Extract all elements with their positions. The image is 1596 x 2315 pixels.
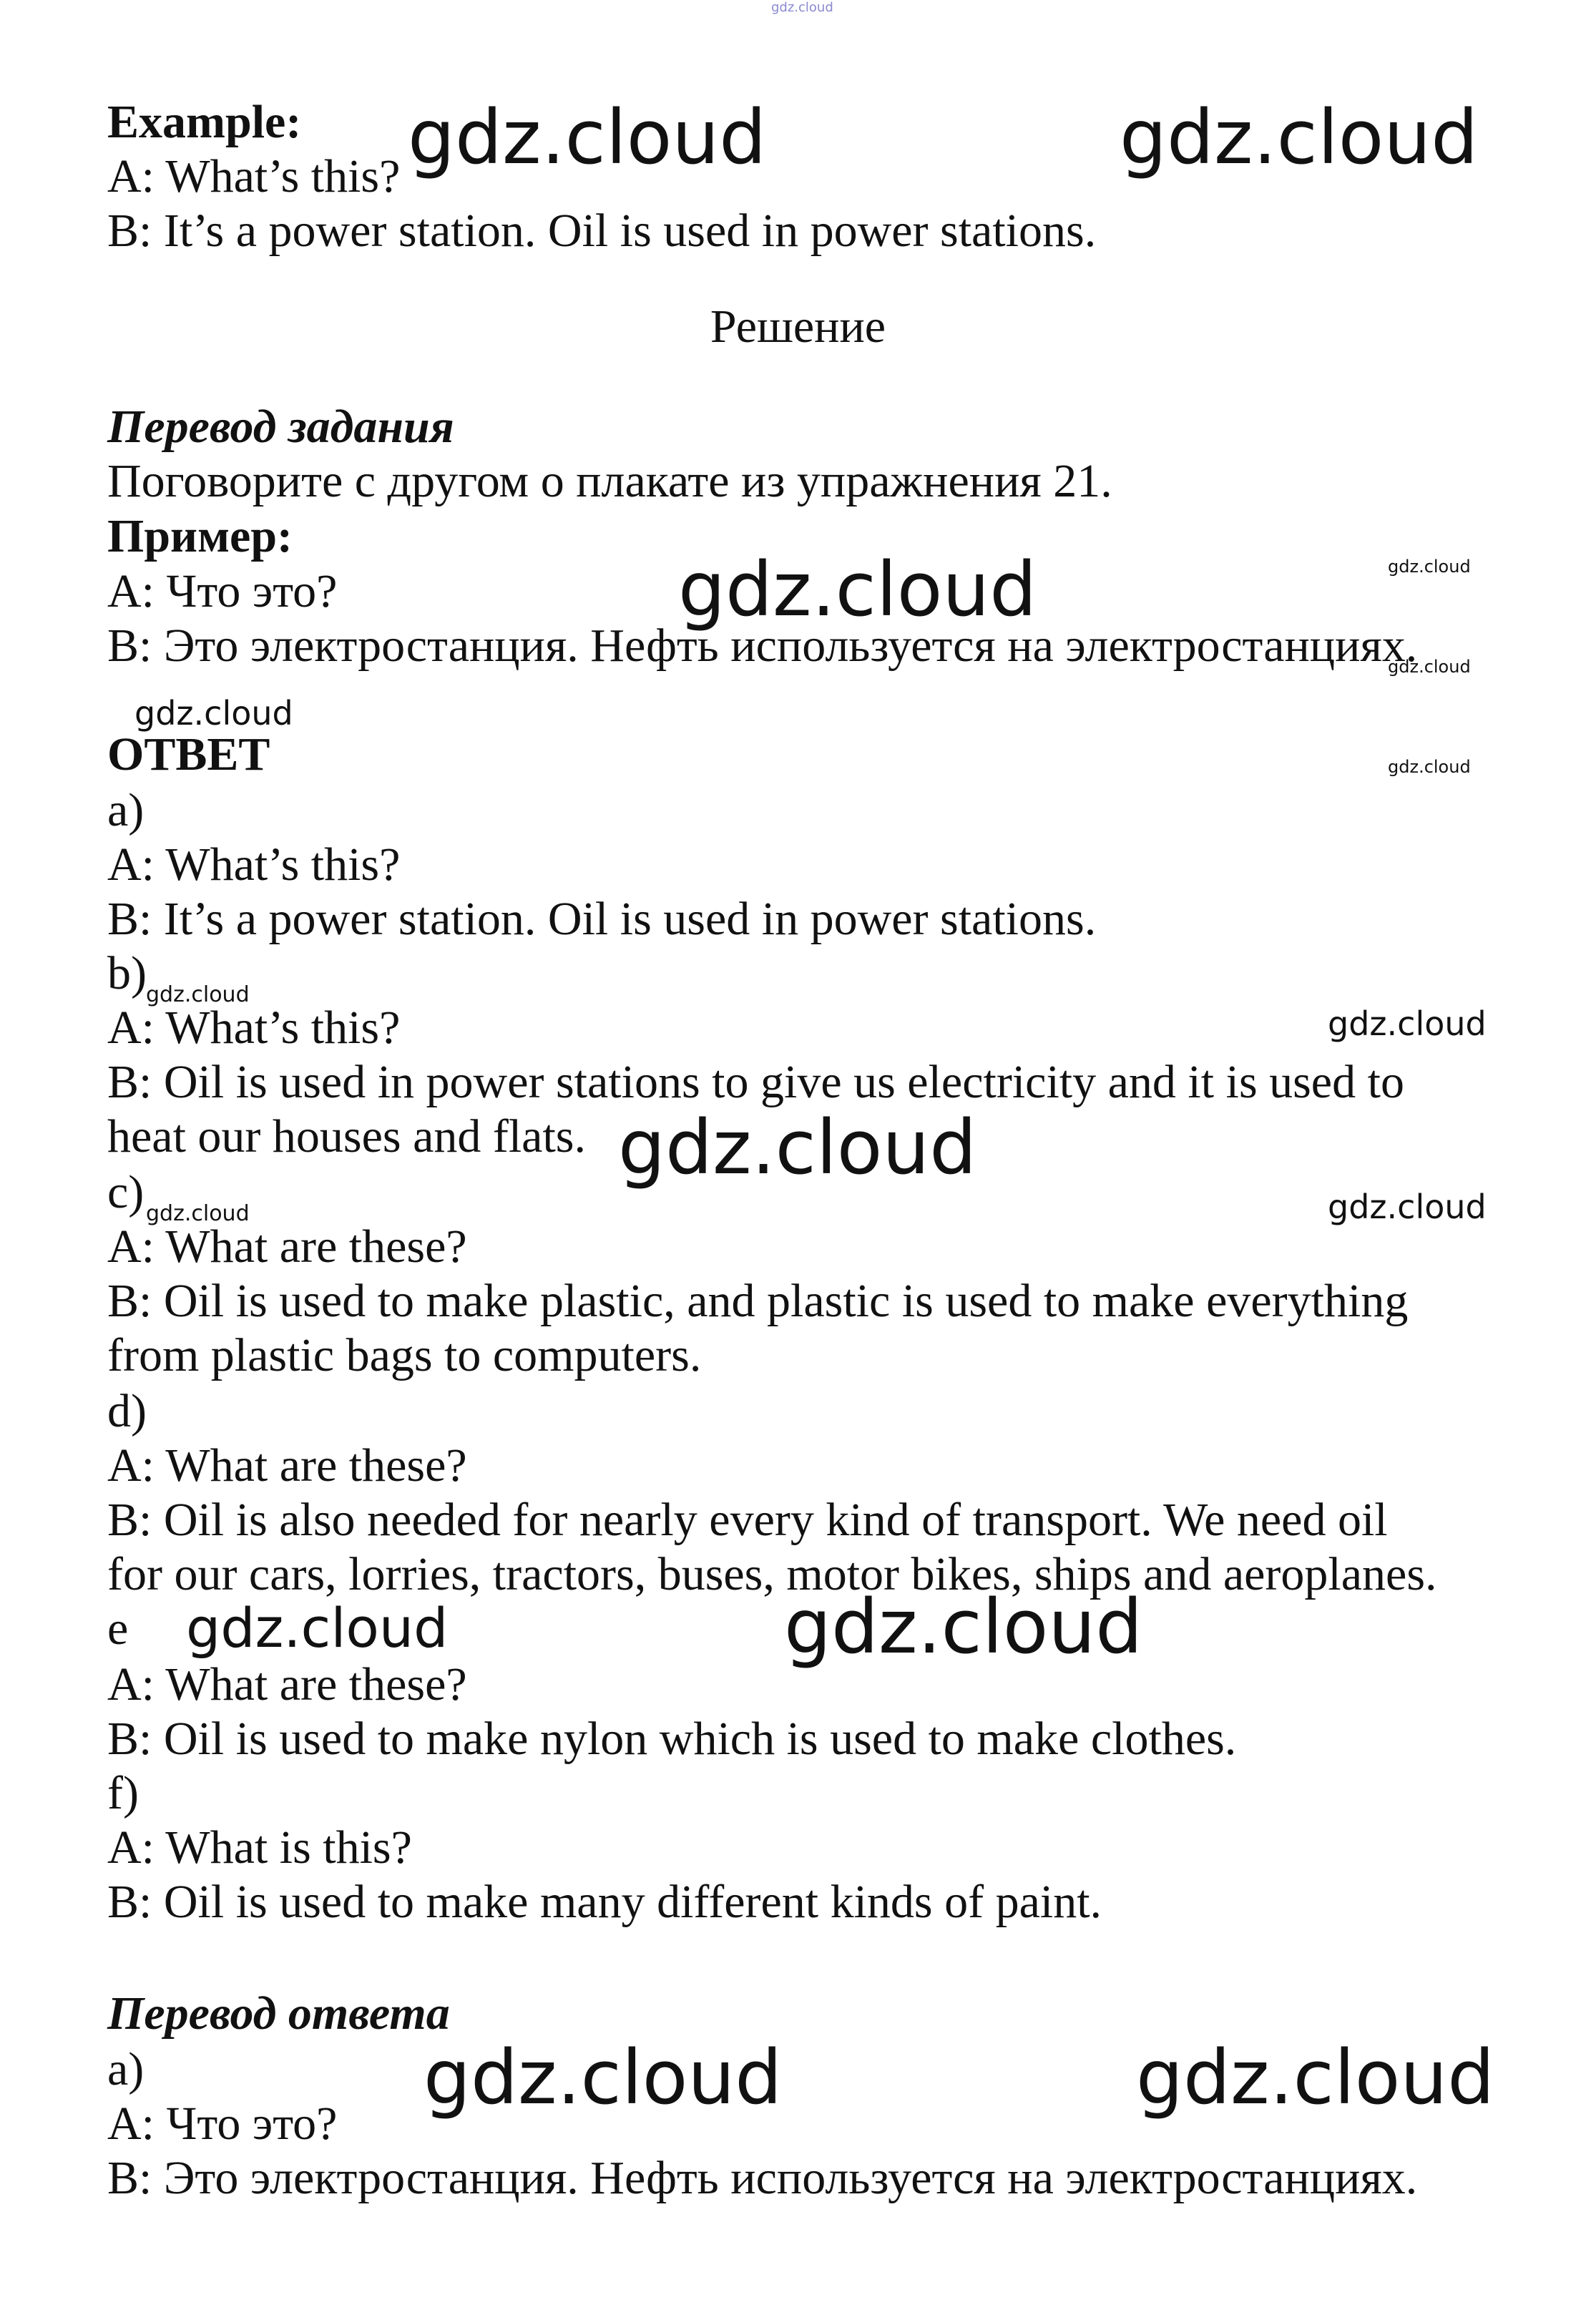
answer-line-b: B: Oil is also needed for nearly every kind of transport. We need oil: [107, 1494, 1388, 1546]
task-translation-instruction: Поговорите с другом о плакате из упражнения 21.: [107, 455, 1112, 507]
watermark: gdz.cloud: [618, 1104, 977, 1191]
answer-line-b: B: Oil is used to make plastic, and plastic is used to make everything: [107, 1275, 1409, 1327]
answer-line-a: A: What are these?: [107, 1220, 467, 1273]
watermark: gdz.cloud: [408, 94, 767, 181]
watermark: gdz.cloud: [1136, 2034, 1495, 2121]
answer-line-a: A: What are these?: [107, 1658, 467, 1710]
answer-line-a: A: What’s this?: [107, 1002, 401, 1054]
watermark: gdz.cloud: [186, 1596, 449, 1660]
answer-line-b: B: Oil is used in power stations to give us electricity and it is used to: [107, 1056, 1404, 1108]
answer-translation-line-b: В: Это электростанция. Нефть используется на электростанциях.: [107, 2152, 1418, 2204]
task-translation-line-b: В: Это электростанция. Нефть используется на электростанциях.: [107, 620, 1418, 672]
answer-line-b-cont: for our cars, lorries, tractors, buses, motor bikes, ships and aeroplanes.: [107, 1548, 1437, 1600]
answer-translation-letter: а): [107, 2043, 145, 2095]
watermark: gdz.cloud: [771, 0, 833, 15]
answer-letter: f): [107, 1767, 139, 1819]
example-line-b: B: It’s a power station. Oil is used in power stations.: [107, 205, 1097, 257]
answer-line-a: A: What is this?: [107, 1821, 412, 1874]
watermark: gdz.cloud: [1120, 94, 1479, 181]
watermark: gdz.cloud: [1388, 557, 1471, 577]
watermark: gdz.cloud: [678, 546, 1037, 633]
watermark: gdz.cloud: [1388, 657, 1471, 677]
answer-letter: e: [107, 1602, 129, 1655]
watermark: gdz.cloud: [146, 1201, 250, 1226]
watermark: gdz.cloud: [424, 2034, 783, 2121]
watermark: gdz.cloud: [1388, 757, 1471, 777]
answer-line-b: B: Oil is used to make nylon which is used to make clothes.: [107, 1713, 1237, 1765]
answer-line-a: A: What are these?: [107, 1439, 467, 1492]
answer-letter: c): [107, 1166, 145, 1218]
watermark: gdz.cloud: [784, 1583, 1143, 1670]
answer-translation-line-a: А: Что это?: [107, 2098, 338, 2150]
watermark: gdz.cloud: [1328, 1188, 1487, 1226]
answer-letter: d): [107, 1385, 147, 1437]
answer-line-b: B: It’s a power station. Oil is used in power stations.: [107, 893, 1097, 945]
task-translation-line-a: А: Что это?: [107, 565, 338, 617]
answer-letter: a): [107, 784, 145, 836]
task-translation-heading: Перевод задания: [107, 401, 454, 453]
answer-line-b-cont: from plastic bags to computers.: [107, 1329, 702, 1381]
watermark: gdz.cloud: [146, 982, 250, 1007]
example-label: Example:: [107, 96, 302, 148]
answer-line-a: A: What’s this?: [107, 838, 401, 891]
answer-translation-heading: Перевод ответа: [107, 1987, 450, 2040]
answer-line-b-cont: heat our houses and flats.: [107, 1110, 586, 1163]
solution-heading: Решение: [710, 300, 886, 353]
example-line-a: A: What’s this?: [107, 150, 401, 202]
task-translation-example-label: Пример:: [107, 510, 293, 562]
answer-line-b: B: Oil is used to make many different kinds of paint.: [107, 1876, 1102, 1928]
watermark: gdz.cloud: [134, 694, 293, 733]
watermark: gdz.cloud: [1328, 1004, 1487, 1043]
answer-heading: ОТВЕТ: [107, 728, 270, 780]
answer-letter: b): [107, 947, 147, 999]
